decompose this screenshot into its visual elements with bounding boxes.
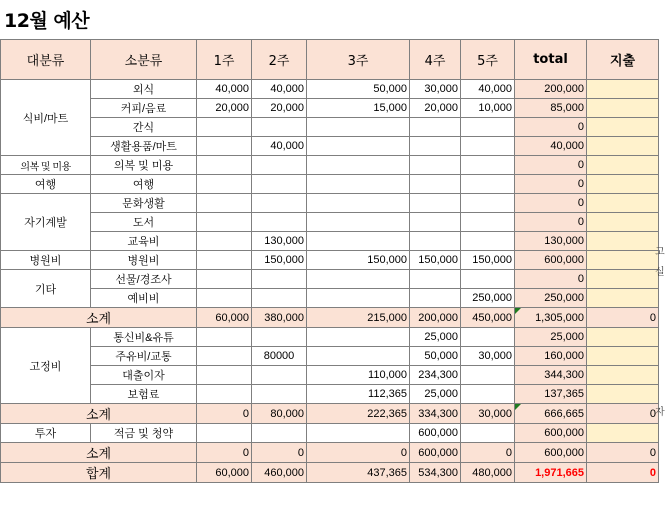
- total-cell[interactable]: 200,000: [515, 80, 587, 99]
- table-row: [1, 251, 659, 270]
- sub-cell[interactable]: 여행: [91, 175, 197, 194]
- table-row: [1, 424, 659, 443]
- week2-cell[interactable]: [252, 270, 307, 289]
- sub-cell[interactable]: 적금 및 청약: [91, 424, 197, 443]
- spend-cell[interactable]: [587, 99, 659, 118]
- total-cell[interactable]: 0: [515, 194, 587, 213]
- week4-cell[interactable]: [410, 156, 461, 175]
- week2-cell[interactable]: [252, 385, 307, 404]
- sub-cell[interactable]: 교육비: [91, 232, 197, 251]
- week5-cell[interactable]: 10,000: [461, 99, 515, 118]
- week4-cell[interactable]: 200,000: [410, 308, 461, 328]
- week1-cell[interactable]: 0: [197, 443, 252, 463]
- table-row: [1, 194, 659, 213]
- spend-cell[interactable]: [587, 328, 659, 347]
- spend-cell[interactable]: [587, 137, 659, 156]
- header-week1[interactable]: 1주: [197, 40, 252, 80]
- header-sub-category[interactable]: 소분류: [91, 40, 197, 80]
- week3-cell[interactable]: 0: [307, 443, 410, 463]
- week4-cell[interactable]: [410, 232, 461, 251]
- week5-cell[interactable]: 40,000: [461, 80, 515, 99]
- week2-cell[interactable]: [252, 424, 307, 443]
- total-cell[interactable]: 137,365: [515, 385, 587, 404]
- week5-cell[interactable]: [461, 424, 515, 443]
- week5-cell[interactable]: [461, 175, 515, 194]
- week4-cell[interactable]: [410, 194, 461, 213]
- week4-cell[interactable]: 150,000: [410, 251, 461, 270]
- week3-cell[interactable]: 15,000: [307, 99, 410, 118]
- subtotal-row: [1, 404, 659, 424]
- week3-cell[interactable]: 222,365: [307, 404, 410, 424]
- week4-cell[interactable]: 600,000: [410, 424, 461, 443]
- spend-cell[interactable]: [587, 251, 659, 270]
- grand-spend-cell[interactable]: 0: [587, 463, 659, 483]
- sub-cell[interactable]: 생활용품/마트: [91, 137, 197, 156]
- table-row: [1, 175, 659, 194]
- spend-cell[interactable]: 0: [587, 404, 659, 424]
- sub-cell[interactable]: 병원비: [91, 251, 197, 270]
- week1-cell[interactable]: 20,000: [197, 99, 252, 118]
- week1-cell[interactable]: [197, 156, 252, 175]
- week1-cell[interactable]: [197, 137, 252, 156]
- header-week2[interactable]: 2주: [252, 40, 307, 80]
- week4-cell[interactable]: 534,300: [410, 463, 461, 483]
- week3-cell[interactable]: [307, 347, 410, 366]
- spend-cell[interactable]: [587, 366, 659, 385]
- header-week5[interactable]: 5주: [461, 40, 515, 80]
- week1-cell[interactable]: 60,000: [197, 308, 252, 328]
- spend-cell[interactable]: [587, 118, 659, 137]
- week5-cell[interactable]: [461, 328, 515, 347]
- sub-cell[interactable]: 의복 및 미용: [91, 156, 197, 175]
- week4-cell[interactable]: 25,000: [410, 328, 461, 347]
- week4-cell[interactable]: 20,000: [410, 99, 461, 118]
- week2-cell[interactable]: 0: [252, 443, 307, 463]
- week5-cell[interactable]: 150,000: [461, 251, 515, 270]
- week2-cell[interactable]: [252, 156, 307, 175]
- week2-cell[interactable]: 80,000: [252, 404, 307, 424]
- week3-cell[interactable]: 50,000: [307, 80, 410, 99]
- week2-cell[interactable]: 130,000: [252, 232, 307, 251]
- total-cell[interactable]: 666,665: [515, 404, 587, 424]
- week3-cell[interactable]: 437,365: [307, 463, 410, 483]
- week5-cell[interactable]: [461, 232, 515, 251]
- week2-cell[interactable]: 380,000: [252, 308, 307, 328]
- spend-cell[interactable]: [587, 385, 659, 404]
- subtotal-label[interactable]: 소계: [1, 308, 197, 328]
- week3-cell[interactable]: [307, 156, 410, 175]
- header-main-category[interactable]: 대분류: [1, 40, 91, 80]
- category-clothes[interactable]: 의복 및 미용: [1, 156, 91, 175]
- week2-cell[interactable]: [252, 194, 307, 213]
- week2-cell[interactable]: [252, 118, 307, 137]
- week1-cell[interactable]: 40,000: [197, 80, 252, 99]
- week4-cell[interactable]: [410, 289, 461, 308]
- table-row: [1, 270, 659, 289]
- spend-cell[interactable]: [587, 213, 659, 232]
- week4-cell[interactable]: [410, 270, 461, 289]
- week4-cell[interactable]: 234,300: [410, 366, 461, 385]
- week4-cell[interactable]: 30,000: [410, 80, 461, 99]
- spend-cell[interactable]: [587, 80, 659, 99]
- subtotal-row: [1, 308, 659, 328]
- header-week4[interactable]: 4주: [410, 40, 461, 80]
- week2-cell[interactable]: 460,000: [252, 463, 307, 483]
- week4-cell[interactable]: [410, 175, 461, 194]
- table-row: [1, 232, 659, 251]
- sub-cell[interactable]: 간식: [91, 118, 197, 137]
- total-cell[interactable]: 1,305,000: [515, 308, 587, 328]
- total-cell[interactable]: 0: [515, 118, 587, 137]
- total-cell[interactable]: 600,000: [515, 251, 587, 270]
- week3-cell[interactable]: 150,000: [307, 251, 410, 270]
- category-food[interactable]: 식비/마트: [1, 80, 91, 156]
- grand-total-row: [1, 463, 659, 483]
- week3-cell[interactable]: 215,000: [307, 308, 410, 328]
- week1-cell[interactable]: [197, 251, 252, 270]
- overflow-text-fragment: 고: [655, 247, 665, 258]
- spend-cell[interactable]: 0: [587, 443, 659, 463]
- week4-cell[interactable]: 50,000: [410, 347, 461, 366]
- week1-cell[interactable]: [197, 118, 252, 137]
- sub-cell[interactable]: 외식: [91, 80, 197, 99]
- week5-cell[interactable]: 30,000: [461, 404, 515, 424]
- week5-cell[interactable]: [461, 366, 515, 385]
- week1-cell[interactable]: [197, 232, 252, 251]
- week2-cell[interactable]: 150,000: [252, 251, 307, 270]
- subtotal-row: [1, 443, 659, 463]
- week3-cell[interactable]: [307, 194, 410, 213]
- spend-cell[interactable]: 0: [587, 308, 659, 328]
- week2-cell[interactable]: 40,000: [252, 137, 307, 156]
- week5-cell[interactable]: 450,000: [461, 308, 515, 328]
- total-cell[interactable]: 40,000: [515, 137, 587, 156]
- total-cell[interactable]: 160,000: [515, 347, 587, 366]
- subtotal-label[interactable]: 소계: [1, 404, 197, 424]
- overflow-text-fragment: 자: [655, 407, 665, 418]
- week3-cell[interactable]: [307, 118, 410, 137]
- table-row: [1, 213, 659, 232]
- sheet-title: 12월 예산: [4, 10, 90, 32]
- week4-cell[interactable]: [410, 213, 461, 232]
- table-row: [1, 99, 659, 118]
- spend-cell[interactable]: [587, 347, 659, 366]
- total-cell[interactable]: 600,000: [515, 424, 587, 443]
- week3-cell[interactable]: [307, 424, 410, 443]
- week5-cell[interactable]: [461, 270, 515, 289]
- spend-cell[interactable]: [587, 232, 659, 251]
- total-cell[interactable]: 85,000: [515, 99, 587, 118]
- week5-cell[interactable]: 30,000: [461, 347, 515, 366]
- sub-cell[interactable]: 문화생활: [91, 194, 197, 213]
- sub-cell[interactable]: 도서: [91, 213, 197, 232]
- week4-cell[interactable]: [410, 118, 461, 137]
- spend-cell[interactable]: [587, 175, 659, 194]
- week2-cell[interactable]: 40,000: [252, 80, 307, 99]
- sub-cell[interactable]: 대출이자: [91, 366, 197, 385]
- week3-cell[interactable]: 112,365: [307, 385, 410, 404]
- total-cell[interactable]: 25,000: [515, 328, 587, 347]
- week5-cell[interactable]: 0: [461, 443, 515, 463]
- week5-cell[interactable]: 250,000: [461, 289, 515, 308]
- sub-cell[interactable]: 주유비/교통: [91, 347, 197, 366]
- week1-cell[interactable]: 0: [197, 404, 252, 424]
- total-cell[interactable]: 0: [515, 213, 587, 232]
- category-hospital[interactable]: 병원비: [1, 251, 91, 270]
- total-cell[interactable]: 600,000: [515, 443, 587, 463]
- week3-cell[interactable]: [307, 289, 410, 308]
- week5-cell[interactable]: 480,000: [461, 463, 515, 483]
- week1-cell[interactable]: [197, 366, 252, 385]
- week1-cell[interactable]: [197, 213, 252, 232]
- header-row: [1, 40, 659, 80]
- header-total[interactable]: total: [515, 40, 587, 80]
- sub-cell[interactable]: 보험료: [91, 385, 197, 404]
- sub-cell[interactable]: 커피/음료: [91, 99, 197, 118]
- week2-cell[interactable]: [252, 175, 307, 194]
- table-row: [1, 328, 659, 347]
- week3-cell[interactable]: [307, 175, 410, 194]
- total-cell[interactable]: 250,000: [515, 289, 587, 308]
- spend-cell[interactable]: [587, 156, 659, 175]
- table-row: [1, 289, 659, 308]
- spend-cell[interactable]: [587, 289, 659, 308]
- category-self-development[interactable]: 자기계발: [1, 194, 91, 251]
- week4-cell[interactable]: 600,000: [410, 443, 461, 463]
- week3-cell[interactable]: 110,000: [307, 366, 410, 385]
- budget-table: [0, 39, 659, 483]
- week1-cell[interactable]: [197, 175, 252, 194]
- table-row: [1, 80, 659, 99]
- week5-cell[interactable]: [461, 213, 515, 232]
- total-cell[interactable]: 130,000: [515, 232, 587, 251]
- total-cell[interactable]: 344,300: [515, 366, 587, 385]
- week5-cell[interactable]: [461, 118, 515, 137]
- table-row: [1, 385, 659, 404]
- week2-cell[interactable]: [252, 366, 307, 385]
- week1-cell[interactable]: [197, 194, 252, 213]
- spend-cell[interactable]: [587, 270, 659, 289]
- week2-cell[interactable]: [252, 213, 307, 232]
- sub-cell[interactable]: 통신비&유튜: [91, 328, 197, 347]
- week1-cell[interactable]: [197, 347, 252, 366]
- week1-cell[interactable]: [197, 385, 252, 404]
- week1-cell[interactable]: [197, 328, 252, 347]
- sub-cell[interactable]: 선물/경조사: [91, 270, 197, 289]
- category-fixed[interactable]: 고정비: [1, 328, 91, 404]
- week1-cell[interactable]: [197, 289, 252, 308]
- category-etc[interactable]: 기타: [1, 270, 91, 308]
- week5-cell[interactable]: [461, 137, 515, 156]
- week5-cell[interactable]: [461, 385, 515, 404]
- overflow-text-fragment: 실: [655, 267, 665, 278]
- week1-cell[interactable]: [197, 424, 252, 443]
- week5-cell[interactable]: [461, 194, 515, 213]
- week3-cell[interactable]: [307, 137, 410, 156]
- spend-cell[interactable]: [587, 424, 659, 443]
- week2-cell[interactable]: 80000: [252, 347, 307, 366]
- table-row: [1, 118, 659, 137]
- week4-cell[interactable]: 334,300: [410, 404, 461, 424]
- table-row: [1, 156, 659, 175]
- week4-cell[interactable]: [410, 137, 461, 156]
- header-week3[interactable]: 3주: [307, 40, 410, 80]
- header-spend[interactable]: 지출: [587, 40, 659, 80]
- week2-cell[interactable]: [252, 328, 307, 347]
- table-row: [1, 347, 659, 366]
- sub-cell[interactable]: 예비비: [91, 289, 197, 308]
- week2-cell[interactable]: [252, 289, 307, 308]
- grand-total-label[interactable]: 합계: [1, 463, 197, 483]
- week3-cell[interactable]: [307, 328, 410, 347]
- subtotal-label[interactable]: 소계: [1, 443, 197, 463]
- spend-cell[interactable]: [587, 194, 659, 213]
- table-row: [1, 366, 659, 385]
- table-row: [1, 137, 659, 156]
- total-cell[interactable]: 0: [515, 270, 587, 289]
- total-cell[interactable]: 0: [515, 175, 587, 194]
- category-travel[interactable]: 여행: [1, 175, 91, 194]
- category-invest[interactable]: 투자: [1, 424, 91, 443]
- grand-total-cell[interactable]: 1,971,665: [515, 463, 587, 483]
- week2-cell[interactable]: 20,000: [252, 99, 307, 118]
- week3-cell[interactable]: [307, 213, 410, 232]
- week5-cell[interactable]: [461, 156, 515, 175]
- week3-cell[interactable]: [307, 270, 410, 289]
- week3-cell[interactable]: [307, 232, 410, 251]
- week4-cell[interactable]: 25,000: [410, 385, 461, 404]
- total-cell[interactable]: 0: [515, 156, 587, 175]
- week1-cell[interactable]: [197, 270, 252, 289]
- week1-cell[interactable]: 60,000: [197, 463, 252, 483]
